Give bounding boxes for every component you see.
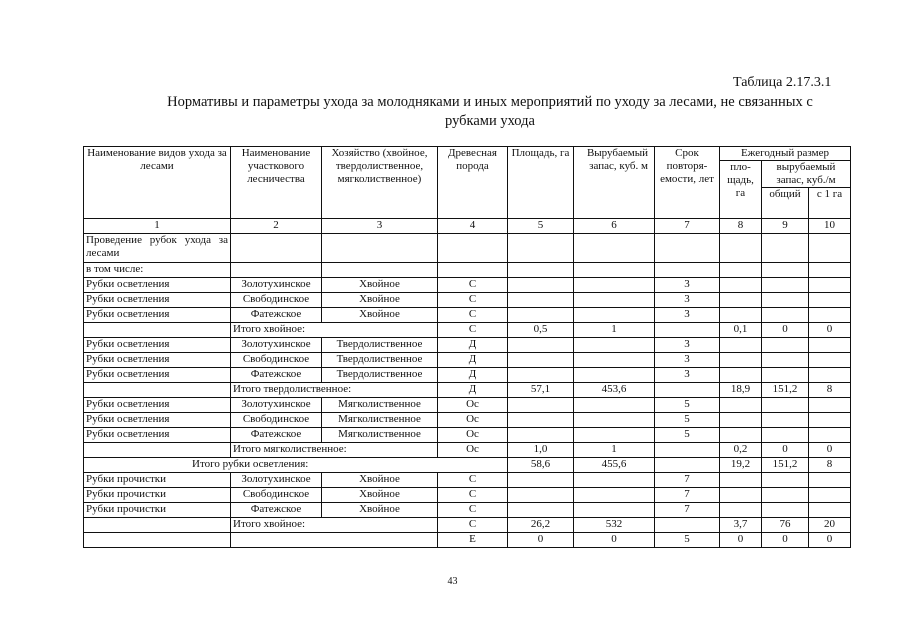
total-label: Итого рубки осветления: [84, 458, 508, 473]
cell-period: 7 [655, 503, 720, 518]
cell-per-ha [809, 278, 851, 293]
table-row [84, 503, 851, 518]
cell-per-ha [809, 473, 851, 488]
cell-area [508, 308, 574, 323]
intro-label: Проведение рубок ухода за лесами [84, 234, 231, 263]
cell-economy: Мягколиственное [322, 413, 438, 428]
cell-species: Ос [438, 398, 508, 413]
cell-annual-area [720, 368, 762, 383]
cell-period: 5 [655, 398, 720, 413]
cell-volume [574, 473, 655, 488]
cell-area [508, 278, 574, 293]
subtotal-species: С [438, 518, 508, 533]
cell-annual-volume [762, 353, 809, 368]
cell-annual-area [720, 338, 762, 353]
table-row [84, 428, 851, 443]
table-row [84, 413, 851, 428]
subtotal-annual-volume: 0 [762, 443, 809, 458]
col-num: 10 [809, 219, 851, 234]
cell-economy: Мягколиственное [322, 398, 438, 413]
subtotal-period [655, 383, 720, 398]
subtotal-species: Д [438, 383, 508, 398]
col-num: 7 [655, 219, 720, 234]
subtotal-period: 5 [655, 533, 720, 548]
cell-annual-volume [762, 338, 809, 353]
cell-volume [574, 338, 655, 353]
subtotal-row [84, 443, 851, 458]
cell-economy: Хвойное [322, 473, 438, 488]
cell-area [508, 503, 574, 518]
cell-period: 3 [655, 308, 720, 323]
cell-type: Рубки осветления [84, 428, 231, 443]
total-volume: 455,6 [574, 458, 655, 473]
cell-economy: Твердолиственное [322, 368, 438, 383]
subtotal-area: 1,0 [508, 443, 574, 458]
cell-per-ha [809, 413, 851, 428]
header-annual-volume: вырубаемый запас, куб./м [762, 161, 851, 188]
header-volume-total: общий [762, 188, 809, 219]
cell-district: Золотухинское [231, 398, 322, 413]
cell-type: Рубки осветления [84, 308, 231, 323]
header-species: Древесная порода [438, 147, 508, 219]
cell-district: Фатежское [231, 368, 322, 383]
cell-period: 7 [655, 488, 720, 503]
cell-district: Свободинское [231, 293, 322, 308]
cell-district: Золотухинское [231, 473, 322, 488]
subtotal-species: Ос [438, 443, 508, 458]
cell-annual-area [720, 398, 762, 413]
cell-annual-area [720, 353, 762, 368]
cell-area [508, 473, 574, 488]
cell-species: Ос [438, 413, 508, 428]
col-num: 1 [84, 219, 231, 234]
cell-area [508, 353, 574, 368]
cell-period: 5 [655, 428, 720, 443]
cell-volume [574, 293, 655, 308]
subtotal-species: С [438, 323, 508, 338]
cell-economy: Твердолиственное [322, 353, 438, 368]
subtotal-volume: 453,6 [574, 383, 655, 398]
subtotal-annual-volume: 151,2 [762, 383, 809, 398]
subtotal-per-ha: 0 [809, 443, 851, 458]
cell-type: Рубки осветления [84, 293, 231, 308]
col-num: 2 [231, 219, 322, 234]
cell-type: Рубки осветления [84, 413, 231, 428]
document-title [140, 93, 840, 131]
including-label: в том числе: [84, 263, 231, 278]
subtotal-row [84, 383, 851, 398]
cell-species: С [438, 293, 508, 308]
subtotal-area: 0 [508, 533, 574, 548]
cell-economy: Хвойное [322, 293, 438, 308]
cell-annual-volume [762, 428, 809, 443]
cell-annual-volume [762, 473, 809, 488]
cell-species: С [438, 308, 508, 323]
cell-district: Свободинское [231, 413, 322, 428]
cell-per-ha [809, 308, 851, 323]
cell-volume [574, 398, 655, 413]
subtotal-volume: 1 [574, 323, 655, 338]
cell-species: С [438, 488, 508, 503]
subtotal-period [655, 443, 720, 458]
table-row [84, 308, 851, 323]
cell-annual-volume [762, 398, 809, 413]
cell-per-ha [809, 353, 851, 368]
cell-annual-area [720, 293, 762, 308]
cell-type: Рубки осветления [84, 368, 231, 383]
column-numbers-row [84, 219, 851, 234]
cell-per-ha [809, 398, 851, 413]
cell-per-ha [809, 293, 851, 308]
subtotal-label: Итого хвойное: [231, 518, 438, 533]
cell-per-ha [809, 428, 851, 443]
header-type: Наименование видов ухода за лесами [84, 147, 231, 219]
cell-period: 3 [655, 278, 720, 293]
subtotal-row [84, 518, 851, 533]
col-num: 6 [574, 219, 655, 234]
cell-annual-area [720, 278, 762, 293]
cell-annual-area [720, 428, 762, 443]
cell-area [508, 338, 574, 353]
subtotal-annual-area: 18,9 [720, 383, 762, 398]
header-volume: Вырубаемый запас, куб. м [574, 147, 655, 219]
cell-type: Рубки осветления [84, 278, 231, 293]
including-row [84, 263, 851, 278]
subtotal-label: Итого хвойное: [231, 323, 438, 338]
cell-species: С [438, 278, 508, 293]
total-row [84, 458, 851, 473]
total-area: 58,6 [508, 458, 574, 473]
cell-species: Ос [438, 428, 508, 443]
cell-volume [574, 353, 655, 368]
cell-period: 7 [655, 473, 720, 488]
subtotal-period [655, 518, 720, 533]
total-per-ha: 8 [809, 458, 851, 473]
table-number: Таблица 2.17.3.1 [733, 75, 832, 90]
cell-type: Рубки осветления [84, 338, 231, 353]
table-row [84, 488, 851, 503]
table-row [84, 368, 851, 383]
cell-type: Рубки осветления [84, 353, 231, 368]
cell-volume [574, 368, 655, 383]
cell-annual-volume [762, 488, 809, 503]
cell-volume [574, 308, 655, 323]
cell-per-ha [809, 368, 851, 383]
subtotal-species: Е [438, 533, 508, 548]
title-line-2: рубками ухода [445, 113, 535, 129]
cell-annual-area [720, 308, 762, 323]
cell-species: С [438, 503, 508, 518]
header-district: Наименование участкового лесничества [231, 147, 322, 219]
cell-per-ha [809, 488, 851, 503]
cell-species: Д [438, 353, 508, 368]
title-line-1: Нормативы и параметры ухода за молодняками и иных мероприятий по уходу за лесами, не связанных с [167, 94, 813, 110]
cell-volume [574, 503, 655, 518]
total-annual-volume: 151,2 [762, 458, 809, 473]
subtotal-label: Итого мягколиственное: [231, 443, 438, 458]
cell-district: Свободинское [231, 353, 322, 368]
subtotal-volume: 532 [574, 518, 655, 533]
subtotal-row [84, 533, 851, 548]
cell-annual-volume [762, 278, 809, 293]
cell-area [508, 413, 574, 428]
cell-district: Золотухинское [231, 278, 322, 293]
header-volume-per-ha: с 1 га [809, 188, 851, 219]
cell-economy: Хвойное [322, 503, 438, 518]
cell-volume [574, 413, 655, 428]
col-num: 3 [322, 219, 438, 234]
cell-species: Д [438, 338, 508, 353]
col-num: 8 [720, 219, 762, 234]
cell-economy: Хвойное [322, 278, 438, 293]
cell-type: Рубки прочистки [84, 473, 231, 488]
cell-period: 3 [655, 368, 720, 383]
cell-volume [574, 428, 655, 443]
col-num: 9 [762, 219, 809, 234]
header-period: Срок повторя-емости, лет [655, 147, 720, 219]
subtotal-area: 26,2 [508, 518, 574, 533]
header-annual: Ежегодный размер [720, 147, 851, 161]
subtotal-annual-area: 0,2 [720, 443, 762, 458]
subtotal-per-ha: 8 [809, 383, 851, 398]
total-annual-area: 19,2 [720, 458, 762, 473]
table-row [84, 473, 851, 488]
subtotal-per-ha: 0 [809, 323, 851, 338]
cell-type: Рубки прочистки [84, 488, 231, 503]
header-area: Площадь, га [508, 147, 574, 219]
cell-type: Рубки прочистки [84, 503, 231, 518]
subtotal-annual-volume: 76 [762, 518, 809, 533]
norms-table [83, 146, 851, 548]
cell-annual-volume [762, 413, 809, 428]
cell-period: 3 [655, 338, 720, 353]
subtotal-annual-area: 3,7 [720, 518, 762, 533]
subtotal-per-ha: 20 [809, 518, 851, 533]
cell-type: Рубки осветления [84, 398, 231, 413]
cell-period: 5 [655, 413, 720, 428]
intro-row [84, 234, 851, 263]
cell-annual-area [720, 503, 762, 518]
cell-per-ha [809, 503, 851, 518]
subtotal-label: Итого твердолиственное: [231, 383, 438, 398]
table-row [84, 338, 851, 353]
subtotal-area: 0,5 [508, 323, 574, 338]
subtotal-annual-area: 0,1 [720, 323, 762, 338]
subtotal-area: 57,1 [508, 383, 574, 398]
subtotal-per-ha: 0 [809, 533, 851, 548]
cell-economy: Хвойное [322, 488, 438, 503]
cell-economy: Мягколиственное [322, 428, 438, 443]
cell-district: Фатежское [231, 428, 322, 443]
page-number: 43 [447, 576, 458, 587]
cell-volume [574, 488, 655, 503]
cell-area [508, 428, 574, 443]
cell-annual-volume [762, 308, 809, 323]
cell-period: 3 [655, 293, 720, 308]
cell-economy: Хвойное [322, 308, 438, 323]
cell-area [508, 488, 574, 503]
subtotal-row [84, 323, 851, 338]
cell-annual-area [720, 473, 762, 488]
table-row [84, 398, 851, 413]
cell-species: Д [438, 368, 508, 383]
subtotal-volume: 1 [574, 443, 655, 458]
subtotal-volume: 0 [574, 533, 655, 548]
table-row [84, 353, 851, 368]
cell-area [508, 398, 574, 413]
col-num: 5 [508, 219, 574, 234]
cell-district: Фатежское [231, 308, 322, 323]
cell-species: С [438, 473, 508, 488]
cell-area [508, 368, 574, 383]
cell-per-ha [809, 338, 851, 353]
col-num: 4 [438, 219, 508, 234]
header-economy: Хозяйство (хвойное, твердолиственное, мягколиственное) [322, 147, 438, 219]
subtotal-annual-volume: 0 [762, 323, 809, 338]
cell-annual-area [720, 413, 762, 428]
cell-volume [574, 278, 655, 293]
cell-area [508, 293, 574, 308]
table-row [84, 278, 851, 293]
cell-district: Свободинское [231, 488, 322, 503]
cell-district: Золотухинское [231, 338, 322, 353]
subtotal-period [655, 323, 720, 338]
cell-period: 3 [655, 353, 720, 368]
cell-annual-area [720, 488, 762, 503]
cell-economy: Твердолиственное [322, 338, 438, 353]
cell-annual-volume [762, 368, 809, 383]
cell-annual-volume [762, 293, 809, 308]
table-row [84, 293, 851, 308]
subtotal-annual-volume: 0 [762, 533, 809, 548]
cell-district: Фатежское [231, 503, 322, 518]
header-annual-area: пло-щадь, га [720, 161, 762, 219]
subtotal-annual-area: 0 [720, 533, 762, 548]
cell-annual-volume [762, 503, 809, 518]
